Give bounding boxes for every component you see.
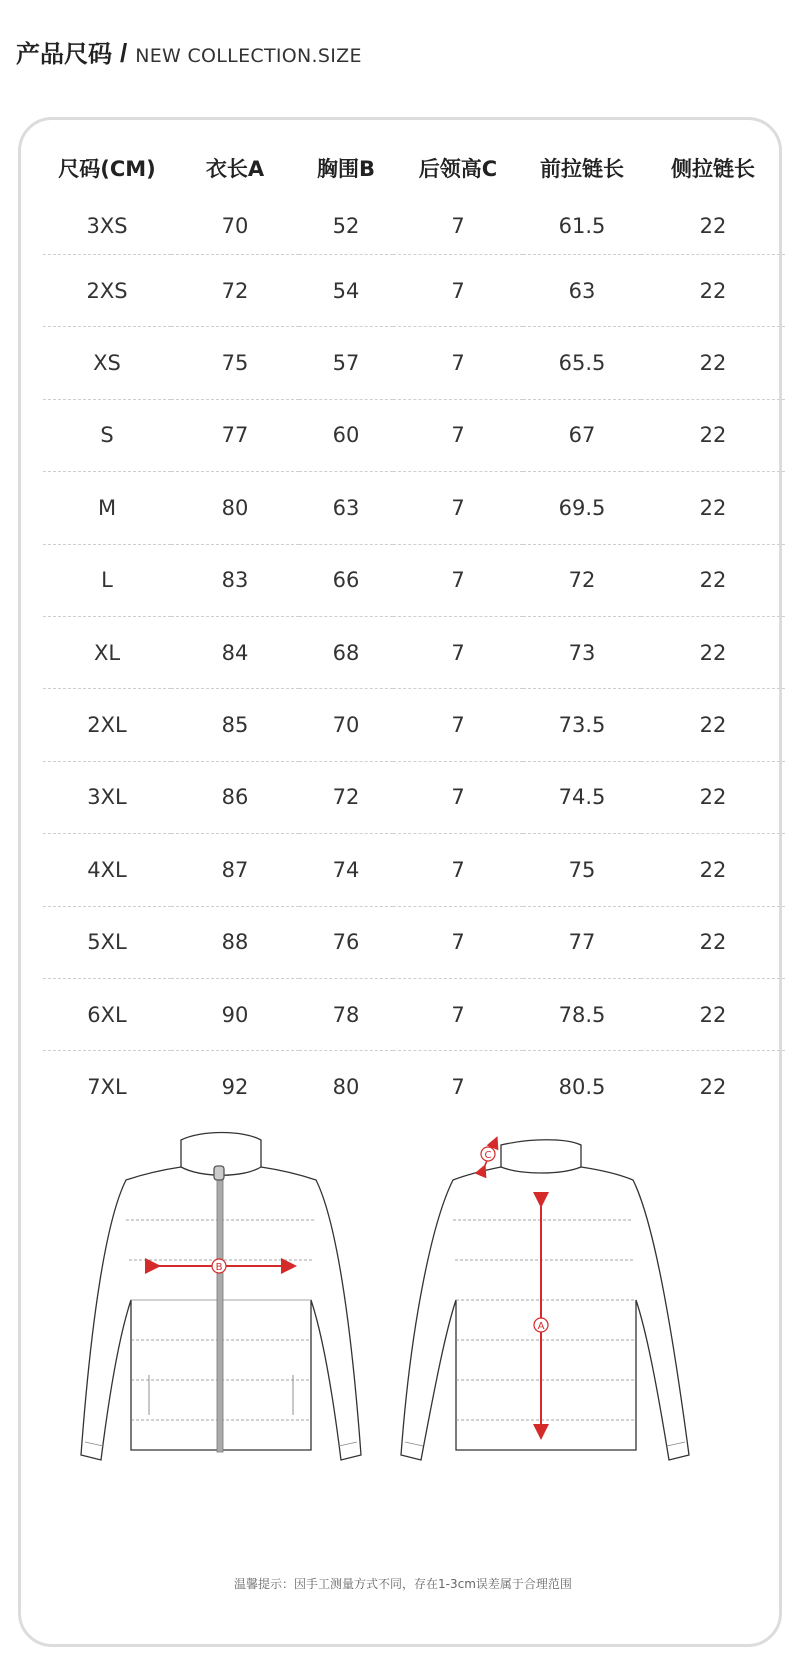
measurement-cell: 22 [641, 834, 785, 906]
size-label-cell: 7XL [87, 1074, 127, 1099]
column-header: 衣长A [205, 157, 265, 181]
measurement-cell: 72 [171, 255, 299, 327]
measurement-cell: 7 [393, 761, 523, 833]
measurement-cell: 22 [641, 544, 785, 616]
measurement-cell: 83 [171, 544, 299, 616]
measurement-cell: 22 [641, 327, 785, 399]
measurement-cell: 7 [393, 906, 523, 978]
measurement-cell: 60 [299, 399, 393, 471]
measurement-cell: 74 [299, 834, 393, 906]
measurement-cell: 77 [171, 399, 299, 471]
size-label-cell: 5XL [43, 906, 171, 978]
measurement-cell: 22 [641, 906, 785, 978]
title-english: NEW COLLECTION.SIZE [135, 45, 362, 67]
table-row [43, 689, 785, 761]
measurement-cell: 22 [641, 616, 785, 688]
marker-c-label: C [484, 1150, 492, 1161]
measurement-cell: 78.5 [523, 978, 641, 1050]
measurement-cell: 7 [393, 327, 523, 399]
table-row [43, 255, 785, 327]
measurement-cell: 76 [299, 906, 393, 978]
table-row [43, 616, 785, 688]
measurement-cell: 7 [393, 978, 523, 1050]
size-label-cell: M [43, 472, 171, 544]
back-jacket-drawing [401, 1140, 689, 1460]
size-label-cell: S [43, 399, 171, 471]
measurement-cell: 75 [171, 327, 299, 399]
measurement-cell: 22 [699, 1074, 727, 1099]
table-row [43, 1051, 785, 1123]
size-label-cell: 2XS [43, 255, 171, 327]
measurement-cell: 22 [641, 978, 785, 1050]
column-header: 尺码(CM) [58, 157, 156, 181]
measurement-cell: 61.5 [523, 198, 641, 255]
table-row [43, 834, 785, 906]
size-label-cell: XL [43, 616, 171, 688]
measurement-cell: 80 [332, 1074, 360, 1099]
measurement-cell: 7 [393, 472, 523, 544]
measurement-cell: 66 [299, 544, 393, 616]
measurement-cell: 77 [523, 906, 641, 978]
column-header: 胸围B [316, 157, 375, 181]
size-label-cell: 6XL [43, 978, 171, 1050]
measurement-cell: 54 [299, 255, 393, 327]
measurement-cell: 67 [523, 399, 641, 471]
table-row [43, 761, 785, 833]
size-label-cell: 3XS [43, 198, 171, 255]
table-row [43, 544, 785, 616]
front-jacket-drawing [81, 1133, 361, 1461]
measurement-cell: 80.5 [558, 1074, 606, 1099]
measurement-cell: 70 [171, 198, 299, 255]
measurement-cell: 7 [451, 1074, 465, 1099]
size-label-cell: 3XL [43, 761, 171, 833]
measurement-cell: 72 [523, 544, 641, 616]
measurement-note: 温馨提示：因手工测量方式不同，存在1-3cm误差属于合理范围 [234, 1577, 572, 1591]
measurement-cell: 7 [393, 198, 523, 255]
measurement-cell: 84 [171, 616, 299, 688]
table-row [43, 198, 785, 255]
measurement-cell: 22 [641, 689, 785, 761]
measurement-cell: 63 [523, 255, 641, 327]
measurement-cell: 74.5 [523, 761, 641, 833]
size-label-cell: L [43, 544, 171, 616]
measurement-cell: 7 [393, 616, 523, 688]
measurement-cell: 80 [171, 472, 299, 544]
measurement-cell: 72 [299, 761, 393, 833]
jacket-diagram [21, 1120, 785, 1500]
measurement-cell: 57 [299, 327, 393, 399]
table-row [43, 472, 785, 544]
column-header: 后领高C [418, 157, 498, 181]
measurement-cell: 22 [641, 198, 785, 255]
table-row [43, 399, 785, 471]
measurement-cell: 87 [171, 834, 299, 906]
size-label-cell: 2XL [43, 689, 171, 761]
measurement-cell: 86 [171, 761, 299, 833]
measurement-cell: 22 [641, 399, 785, 471]
column-header: 前拉链长 [540, 157, 624, 181]
measurement-cell: 22 [641, 472, 785, 544]
table-row [43, 978, 785, 1050]
size-label-cell: XS [43, 327, 171, 399]
measurement-cell: 7 [393, 544, 523, 616]
table-row [43, 327, 785, 399]
table-row [43, 906, 785, 978]
measurement-cell: 73 [523, 616, 641, 688]
measurement-cell: 68 [299, 616, 393, 688]
measurement-cell: 7 [393, 834, 523, 906]
measurement-cell: 63 [299, 472, 393, 544]
column-header: 侧拉链长 [671, 157, 755, 181]
measurement-cell: 7 [393, 399, 523, 471]
page-title [16, 34, 362, 69]
measurement-cell: 52 [299, 198, 393, 255]
size-chart-card [18, 117, 782, 1647]
measurement-cell: 92 [221, 1074, 249, 1099]
measurement-cell: 7 [393, 689, 523, 761]
measurement-cell: 73.5 [523, 689, 641, 761]
measurement-cell: 85 [171, 689, 299, 761]
size-label-cell: 4XL [43, 834, 171, 906]
marker-b-label: B [215, 1262, 223, 1273]
measurement-cell: 65.5 [523, 327, 641, 399]
measurement-cell: 88 [171, 906, 299, 978]
measurement-cell: 22 [641, 255, 785, 327]
measurement-cell: 70 [299, 689, 393, 761]
measurement-cell: 22 [641, 761, 785, 833]
size-table [43, 138, 785, 1123]
measurement-cell: 90 [171, 978, 299, 1050]
measurement-cell: 75 [523, 834, 641, 906]
table-header-row [43, 138, 785, 198]
marker-a-label: A [537, 1321, 545, 1332]
measurement-cell: 7 [393, 255, 523, 327]
title-chinese: 产品尺码 [16, 40, 112, 68]
table-body [43, 198, 785, 1123]
measurement-cell: 78 [299, 978, 393, 1050]
title-slash: / [120, 38, 128, 68]
measurement-cell: 69.5 [523, 472, 641, 544]
